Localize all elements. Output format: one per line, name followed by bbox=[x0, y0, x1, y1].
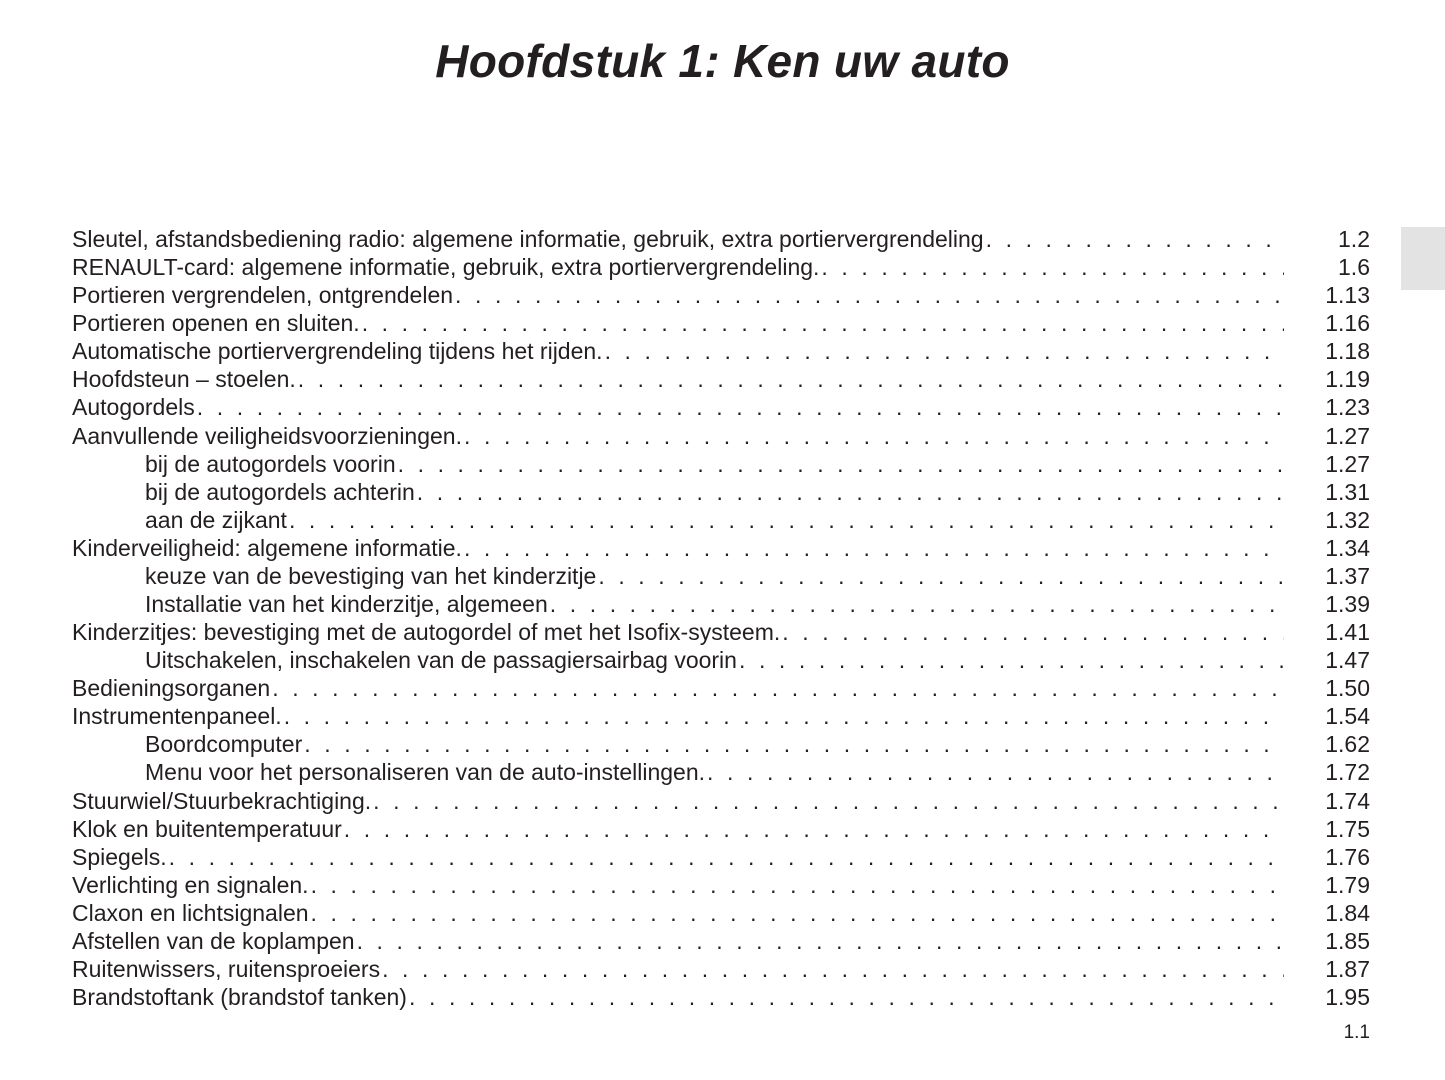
toc-entry-page: 1.85 bbox=[1325, 927, 1370, 954]
toc-entry[interactable] bbox=[72, 758, 1370, 786]
toc-entry-label: Spiegels. bbox=[72, 843, 167, 870]
toc-dot-leader bbox=[298, 365, 1284, 393]
toc-entry-label: RENAULT-card: algemene informatie, gebruik, extra portiervergrendeling. bbox=[72, 254, 820, 281]
toc-entry[interactable] bbox=[72, 955, 1370, 983]
toc-entry-label: keuze van de bevestiging van het kinderzitje bbox=[145, 562, 597, 589]
toc-dot-leader bbox=[707, 758, 1284, 786]
toc-entry-label: Kinderveiligheid: algemene informatie. bbox=[72, 534, 462, 561]
toc-entry-page: 1.74 bbox=[1325, 787, 1370, 814]
page-number: 1.1 bbox=[1343, 1022, 1370, 1043]
toc-entry-label: Instrumentenpaneel. bbox=[72, 703, 282, 730]
toc-entry-page: 1.31 bbox=[1325, 478, 1370, 505]
toc-dot-leader bbox=[197, 393, 1284, 421]
toc-dot-leader bbox=[605, 337, 1284, 365]
toc-entry-page: 1.13 bbox=[1325, 282, 1370, 309]
toc-dot-leader bbox=[455, 281, 1284, 309]
toc-entry-label: Autogordels bbox=[72, 394, 195, 421]
toc-entry[interactable] bbox=[72, 422, 1370, 450]
toc-entry-page: 1.87 bbox=[1325, 956, 1370, 983]
toc-entry-page: 1.32 bbox=[1325, 506, 1370, 533]
toc-entry-page: 1.41 bbox=[1325, 619, 1370, 646]
toc-dot-leader bbox=[464, 422, 1284, 450]
chapter-title: Hoofdstuk 1: Ken uw auto bbox=[435, 35, 1010, 87]
toc-entry[interactable] bbox=[72, 450, 1370, 478]
toc-entry[interactable] bbox=[72, 871, 1370, 899]
toc-entry[interactable] bbox=[72, 225, 1370, 253]
toc-entry-page: 1.95 bbox=[1325, 984, 1370, 1011]
toc-entry[interactable] bbox=[72, 337, 1370, 365]
toc-entry-label: Portieren vergrendelen, ontgrendelen bbox=[72, 282, 454, 309]
toc-dot-leader bbox=[357, 927, 1284, 955]
toc-entry[interactable] bbox=[72, 927, 1370, 955]
toc-entry-label: Portieren openen en sluiten. bbox=[72, 310, 360, 337]
toc-entry[interactable] bbox=[72, 787, 1370, 815]
toc-dot-leader bbox=[284, 702, 1284, 730]
toc-dot-leader bbox=[362, 309, 1284, 337]
toc-entry-label: Stuurwiel/Stuurbekrachtiging. bbox=[72, 787, 372, 814]
toc-entry[interactable] bbox=[72, 730, 1370, 758]
toc-entry[interactable] bbox=[72, 393, 1370, 421]
toc-entry-label: Aanvullende veiligheidsvoorzieningen. bbox=[72, 422, 462, 449]
toc-dot-leader bbox=[782, 618, 1284, 646]
toc-entry[interactable] bbox=[72, 843, 1370, 871]
toc-entry-page: 1.79 bbox=[1325, 871, 1370, 898]
toc-entry-label: Installatie van het kinderzitje, algemeen bbox=[145, 591, 548, 618]
toc-dot-leader bbox=[598, 562, 1284, 590]
toc-entry-label: Hoofdsteun – stoelen. bbox=[72, 366, 296, 393]
toc-entry-page: 1.76 bbox=[1325, 843, 1370, 870]
toc-entry-page: 1.18 bbox=[1325, 338, 1370, 365]
toc-entry-page: 1.27 bbox=[1325, 450, 1370, 477]
toc-entry-label: Boordcomputer bbox=[145, 731, 303, 758]
toc-entry-label: Afstellen van de koplampen bbox=[72, 927, 355, 954]
table-of-contents bbox=[72, 225, 1370, 1011]
toc-dot-leader bbox=[272, 674, 1284, 702]
toc-entry-label: Bedieningsorganen bbox=[72, 675, 271, 702]
toc-entry-page: 1.75 bbox=[1325, 815, 1370, 842]
toc-entry-label: Automatische portiervergrendeling tijdens het rijden. bbox=[72, 338, 603, 365]
toc-entry-page: 1.62 bbox=[1325, 731, 1370, 758]
toc-entry[interactable] bbox=[72, 281, 1370, 309]
toc-entry-label: bij de autogordels achterin bbox=[145, 478, 415, 505]
toc-entry[interactable] bbox=[72, 702, 1370, 730]
toc-dot-leader bbox=[821, 253, 1284, 281]
toc-dot-leader bbox=[464, 534, 1284, 562]
toc-entry-label: Klok en buitentemperatuur bbox=[72, 815, 342, 842]
toc-entry[interactable] bbox=[72, 253, 1370, 281]
toc-entry-label: Verlichting en signalen. bbox=[72, 871, 309, 898]
toc-entry-label: bij de autogordels voorin bbox=[145, 450, 396, 477]
toc-entry-page: 1.50 bbox=[1325, 675, 1370, 702]
toc-dot-leader bbox=[986, 225, 1284, 253]
toc-entry[interactable] bbox=[72, 562, 1370, 590]
toc-entry-label: Kinderzitjes: bevestiging met de autogordel of met het Isofix-systeem. bbox=[72, 619, 781, 646]
toc-dot-leader bbox=[344, 815, 1284, 843]
toc-entry-page: 1.27 bbox=[1325, 422, 1370, 449]
toc-entry-page: 1.2 bbox=[1338, 226, 1370, 252]
toc-dot-leader bbox=[311, 899, 1284, 927]
toc-dot-leader bbox=[289, 506, 1284, 534]
toc-entry[interactable] bbox=[72, 646, 1370, 674]
toc-entry[interactable] bbox=[72, 478, 1370, 506]
toc-dot-leader bbox=[373, 787, 1284, 815]
toc-entry-page: 1.72 bbox=[1325, 759, 1370, 786]
toc-entry-label: Brandstoftank (brandstof tanken) bbox=[72, 984, 407, 1011]
toc-entry-label: Ruitenwissers, ruitensproeiers bbox=[72, 956, 381, 983]
toc-dot-leader bbox=[409, 983, 1284, 1011]
toc-entry-page: 1.84 bbox=[1325, 899, 1370, 926]
toc-entry-page: 1.23 bbox=[1325, 394, 1370, 421]
toc-dot-leader bbox=[169, 843, 1284, 871]
toc-entry[interactable] bbox=[72, 815, 1370, 843]
toc-entry[interactable] bbox=[72, 534, 1370, 562]
toc-entry[interactable] bbox=[72, 590, 1370, 618]
toc-entry[interactable] bbox=[72, 899, 1370, 927]
toc-entry-page: 1.47 bbox=[1325, 647, 1370, 674]
toc-dot-leader bbox=[311, 871, 1284, 899]
chapter-side-tab bbox=[1401, 227, 1445, 290]
toc-entry[interactable] bbox=[72, 365, 1370, 393]
toc-entry-label: Sleutel, afstandsbediening radio: algemene informatie, gebruik, extra portiervergrendeling bbox=[72, 226, 984, 252]
toc-entry[interactable] bbox=[72, 674, 1370, 702]
toc-dot-leader bbox=[550, 590, 1284, 618]
toc-dot-leader bbox=[304, 730, 1284, 758]
toc-dot-leader bbox=[417, 478, 1284, 506]
toc-dot-leader bbox=[739, 646, 1284, 674]
toc-entry-page: 1.39 bbox=[1325, 591, 1370, 618]
toc-entry-page: 1.19 bbox=[1325, 366, 1370, 393]
toc-entry-label: Claxon en lichtsignalen bbox=[72, 899, 309, 926]
toc-dot-leader bbox=[382, 955, 1284, 983]
toc-entry-label: Menu voor het personaliseren van de auto-instellingen. bbox=[145, 759, 706, 786]
toc-entry-label: Uitschakelen, inschakelen van de passagiersairbag voorin bbox=[145, 647, 737, 674]
toc-entry[interactable] bbox=[72, 618, 1370, 646]
toc-entry-page: 1.16 bbox=[1325, 310, 1370, 337]
toc-entry-page: 1.37 bbox=[1325, 562, 1370, 589]
toc-entry[interactable] bbox=[72, 309, 1370, 337]
toc-entry-page: 1.54 bbox=[1325, 703, 1370, 730]
toc-entry-page: 1.6 bbox=[1338, 254, 1370, 281]
toc-entry[interactable] bbox=[72, 506, 1370, 534]
toc-dot-leader bbox=[398, 450, 1284, 478]
toc-entry[interactable] bbox=[72, 983, 1370, 1011]
toc-entry-page: 1.34 bbox=[1325, 534, 1370, 561]
toc-entry-label: aan de zijkant bbox=[145, 506, 287, 533]
